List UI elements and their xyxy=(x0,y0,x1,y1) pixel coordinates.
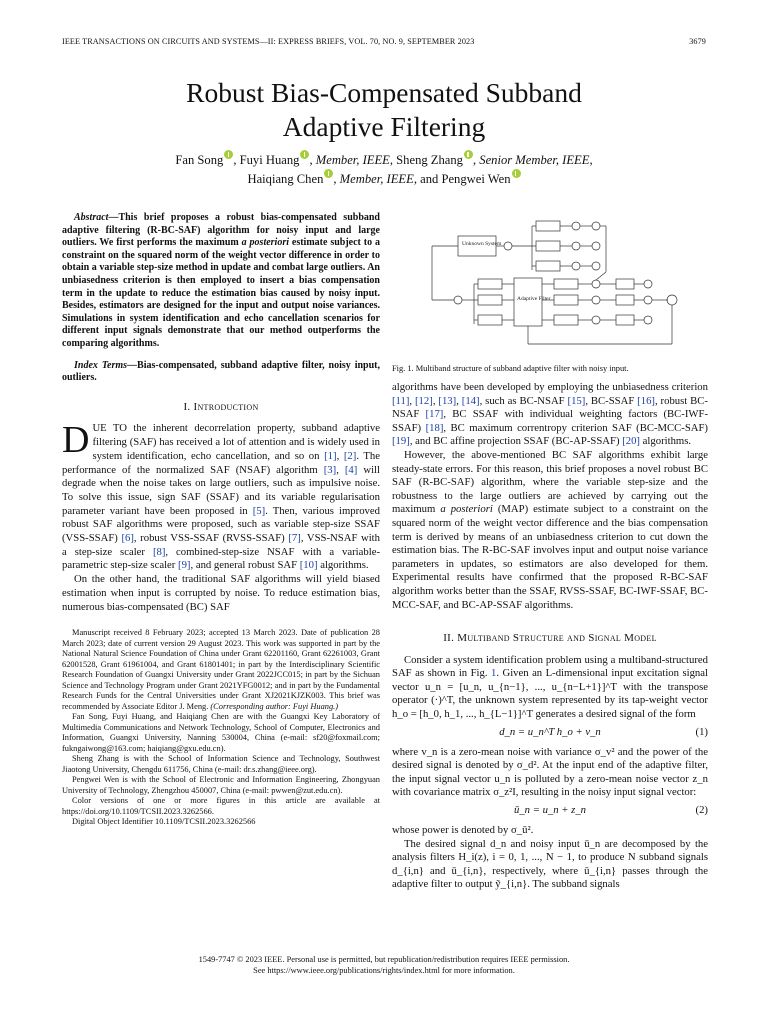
footnote-affiliation-1: Fan Song, Fuyi Huang, and Haiqiang Chen are with the Guangxi Key Laboratory of Multimedia Communications and Network Technology, School of Computer, Electronics and Information, Guangxi University, Nanning 530004, China (e-mail: sf20@foxmail.com; fukngaiwong@163.com; haiqiang@gxu.edu.cn). xyxy=(62,712,380,753)
orcid-icon[interactable] xyxy=(324,169,333,178)
equation-body: ū_n = u_n + z_n xyxy=(513,804,587,817)
text-run: algorithms. xyxy=(640,435,692,448)
text-run: , robust VSS-SSAF (RVSS-SSAF) xyxy=(133,532,289,545)
citation-link[interactable]: [11] xyxy=(392,394,410,407)
section-heading-multiband: II. Multiband Structure and Signal Model xyxy=(443,632,657,645)
author-name: Sheng Zhang xyxy=(396,153,463,167)
small-caps-lead: UE TO xyxy=(92,422,127,435)
citation-link[interactable]: [9] xyxy=(178,559,191,572)
emphasis: a posteriori xyxy=(440,503,493,516)
citation-link[interactable]: [4] xyxy=(344,463,358,476)
text-run: algorithms. xyxy=(317,559,369,572)
text-run: , such as BC-NSAF xyxy=(479,394,568,407)
title-line-1: Robust Bias-Compensated Subband xyxy=(186,77,582,108)
citation-link[interactable]: [3] xyxy=(323,463,337,476)
footnote-manuscript xyxy=(62,628,380,712)
text-run: However, the above-mentioned BC SAF algorithms exhibit large steady-state errors. For this reason, this brief proposes a novel robust BC SAF (R-BC-SAF) algorithm, where the variable step-size and the robustness to the large outliers are achieved by carrying out the maximum xyxy=(392,448,708,516)
paper-title xyxy=(0,76,768,144)
equation-number: (2) xyxy=(695,804,708,817)
author-role: Member, IEEE xyxy=(339,172,414,186)
footnote-doi: Digital Object Identifier 10.1109/TCSII.2023.3262566 xyxy=(72,817,256,827)
citation-link[interactable]: [5] xyxy=(252,504,266,517)
abstract-text-cont: estimate subject to a constraint on the squared norm of the weight vector difference in order to obtain a variable step-size method in update and combat large outliers. An unbiasedness criterion is then employed to insert a bias compensation term in the update to reduce the estimation bias caused by noisy input. Besides, estimators are designed for the input and output noise variances. Simulations in system identification and echo cancellation scenarios for different input signals demonstrate that our method outperforms the comparing algorithms. xyxy=(62,237,380,349)
intro-paragraph-2: On the other hand, the traditional SAF algorithms will yield biased estimation when input is corrupted by noise. To reduce estimation bias, numerous bias-compensated (BC) SAF xyxy=(62,573,380,613)
orcid-icon[interactable] xyxy=(224,150,233,159)
sum-node xyxy=(504,242,512,250)
text-run: will degrade when the noise takes on large outliers, such as impulsive noise. To solve this issue, sign SAF (SSAF) and its variable regularisation parameter variant have been proposed in xyxy=(62,463,380,517)
copyright-footer xyxy=(0,954,768,976)
citation-link[interactable]: [12] xyxy=(415,394,433,407)
text-run: , BC-SSAF xyxy=(585,394,638,407)
running-head xyxy=(62,37,706,49)
right-paragraph-3 xyxy=(392,654,708,722)
equation-2 xyxy=(392,804,708,820)
author-role: Member, IEEE xyxy=(315,153,390,167)
text-run: , BC maximum correntropy criterion SAF (BC-MCC-SAF) xyxy=(443,421,708,434)
citation-link[interactable]: [13] xyxy=(438,394,457,407)
right-paragraph-4: where v_n is a zero-mean noise with variance σ_v² and the power of the desired signal is denoted by σ_d². At the input end of the adaptive filter, the input signal vector u_n is polluted by a zero-mean noise vector z_n with covariance matrix σ_z²I, resulting in the noisy input signal vector: xyxy=(392,745,708,799)
figure-link[interactable]: 1 xyxy=(491,667,497,680)
citation-link[interactable]: [20] xyxy=(622,435,640,448)
index-terms-label: Index Terms xyxy=(74,359,128,371)
text-run: , BC SSAF with individual weighting factors (BC-IWF-SSAF) xyxy=(392,408,709,434)
footnote-affiliation-3: Pengwei Wen is with the School of Electronic and Information Engineering, Zhongyuan University of Technology, Zhengzhou 450007, China (e-mail: pwwen@zut.edu.cn). xyxy=(62,775,380,795)
orcid-icon[interactable] xyxy=(512,169,521,178)
equation-number: (1) xyxy=(695,725,708,738)
citation-link[interactable]: [19] xyxy=(392,435,410,448)
author-list xyxy=(60,150,708,188)
citation-link[interactable]: [18] xyxy=(425,421,444,434)
adaptive-filter-block xyxy=(514,278,542,326)
figure-1-diagram xyxy=(392,212,708,356)
page-number: 3679 xyxy=(689,37,706,46)
text-run: algorithms have been developed by employing the unbiasedness criterion xyxy=(392,381,708,393)
abstract-emphasis: a posteriori xyxy=(241,237,289,249)
copyright-line-2: See https://www.ieee.org/publications/rights/index.html for more information. xyxy=(253,966,515,975)
orcid-icon[interactable] xyxy=(300,150,309,159)
footnotes xyxy=(62,628,380,828)
citation-link[interactable]: [6] xyxy=(121,532,134,545)
title-line-2: Adaptive Filtering xyxy=(282,111,486,142)
author-name: Pengwei Wen xyxy=(441,172,511,186)
right-paragraph-2 xyxy=(392,449,708,612)
text-run: . Then, various improved robust SAF algorithms were proposed, such as variable step-size SSAF (VSS-SSAF) xyxy=(62,504,380,545)
citation-link[interactable]: [2] xyxy=(343,449,357,462)
author-conjunction: and xyxy=(420,172,439,186)
journal-header: IEEE TRANSACTIONS ON CIRCUITS AND SYSTEMS—II: EXPRESS BRIEFS, VOL. 70, NO. 9, SEPTEMBER 2023 xyxy=(62,37,475,46)
right-paragraph-5: whose power is denoted by σ_ū². xyxy=(392,824,534,837)
citation-link[interactable]: [16] xyxy=(637,394,655,407)
author-row-2: Haiqiang Chen , Member, IEEE, and Pengwei Wen xyxy=(60,169,708,188)
author-name: Haiqiang Chen xyxy=(247,172,324,186)
footnote-color-versions: Color versions of one or more figures in this article are available at https://doi.org/10.1109/TCSII.2023.3262566. xyxy=(62,796,380,816)
text-run: (MAP) estimate subject to a constraint on the squared norm of the weight vector difference and the bias compensation term is derived by means of an unbiasedness criterion to cut down the estimation bias. The R-BC-SAF involves input and output noise variance parameters in updates, so estimators are also developed for them. Experimental results have confirmed that the proposed R-BC-SAF algorithm works better than the SSAF, RVSS-SSAF, BC-IWF-SSAF, BC-MCC-SAF, and BC-AP-SSAF algorithms. xyxy=(392,503,708,611)
citation-link[interactable]: [1] xyxy=(324,449,337,462)
text-run: , and general robust SAF xyxy=(190,559,300,572)
text-run: , VSS-NSAF with a step-size scaler xyxy=(62,532,380,558)
text-run: , and BC affine projection SSAF (BC-AP-SSAF) xyxy=(409,435,623,448)
section-heading-introduction: I. Introduction xyxy=(183,400,259,413)
orcid-icon[interactable] xyxy=(464,150,473,159)
text-run: . The performance of the normalized SAF (NSAF) algorithm xyxy=(62,449,381,476)
right-paragraph-6: The desired signal d_n and noisy input ū_n are decomposed by the analysis filters H_i(z), i = 0, 1, ..., N − 1, to produce N subband signals d_{i,n} and ū_{i,n}, respectively, where ū_{i,n} passes through the adaptive filter to output ỹ_{i,n}. The subband signals xyxy=(392,837,708,891)
drop-cap: D xyxy=(62,419,90,462)
author-role: Senior Member, IEEE xyxy=(479,153,590,167)
equation-body: d_n = u_n^T h_o + v_n xyxy=(499,725,601,738)
citation-link[interactable]: [15] xyxy=(567,394,586,407)
abstract xyxy=(62,212,380,351)
corresponding-author: (Corresponding author: Fuyi Huang.) xyxy=(210,701,339,711)
author-name: Fuyi Huang xyxy=(239,153,300,167)
left-column xyxy=(62,212,380,828)
adaptive-filter-label: Adaptive Filter xyxy=(517,296,551,302)
block-diagram xyxy=(392,212,708,356)
citation-link[interactable]: [7] xyxy=(288,532,301,545)
text-run: , robust BC-NSAF xyxy=(392,394,708,421)
index-terms xyxy=(62,360,380,385)
citation-link[interactable]: [17] xyxy=(425,408,444,421)
index-terms-text: —Bias-compensated, subband adaptive filter, noisy input, outliers. xyxy=(62,359,380,384)
copyright-line-1: 1549-7747 © 2023 IEEE. Personal use is permitted, but republication/redistribution requires IEEE permission. xyxy=(198,955,570,964)
abstract-label: Abstract xyxy=(74,212,109,223)
citation-link[interactable]: [8] xyxy=(152,545,166,558)
footnote-affiliation-2: Sheng Zhang is with the School of Information Science and Technology, Southwest Jiaotong University, Chengdu 611756, China (e-mail: dr.s.zhang@ieee.org). xyxy=(62,754,380,774)
citation-link[interactable]: [10] xyxy=(299,559,318,572)
right-paragraph-1: algorithms have been developed by employing the unbiasedness criterion [11], [12], [13], [14], such as BC-NSAF [15], BC-SSAF [16], robust BC-NSAF [17], BC SSAF with individual weighting factors (BC-IWF-SSAF) [18], BC maximum correntropy criterion SAF (BC-MCC-SAF) [19], and BC affine projection SSAF (BC-AP-SSAF) [20] algorithms. xyxy=(392,381,709,448)
figure-1-caption: Fig. 1. Multiband structure of subband adaptive filter with noisy input. xyxy=(392,364,629,373)
text-run: the inherent decorrelation property, subband adaptive filtering (SAF) has received a lot of attention and is widely used in system identification, echo cancellation, and so on xyxy=(92,422,380,462)
right-column xyxy=(392,381,708,892)
abstract-text: —This brief proposes a robust bias-compensated subband adaptive filtering (R-BC-SAF) algorithm for noisy input and large outliers. We first performs the maximum xyxy=(62,212,380,249)
text-run: , combined-step-size NSAF with a variable-parametric step-size scaler xyxy=(62,545,381,572)
citation-link[interactable]: [14] xyxy=(461,394,480,407)
equation-1 xyxy=(392,726,708,742)
text-run: . Given an L-dimensional input excitation signal vector u_n = [u_n, u_{n−1}, ..., u_{n−L+1}]^T with the transpose operator (·)^T, the unknown system represented by its tap-weight vector h_o = [h_0, h_1, ..., h_{L−1}]^T generates a desired signal of the form xyxy=(392,667,708,721)
author-row-1: Fan Song , Fuyi Huang , Member, IEEE, Sheng Zhang , Senior Member, IEEE, xyxy=(60,150,708,169)
intro-paragraph-1: DUE TO the inherent decorrelation property, subband adaptive filtering (SAF) has received a lot of attention and is widely used in system identification, echo cancellation, and so on [1], [2]. The performance of the normalized SAF (NSAF) algorithm [3], [4] will degrade when the noise takes on large outliers, such as impulsive noise. To solve this issue, sign SAF (SSAF) and its variable regularisation parameter variant have been proposed in [5]. Then, various improved robust SAF algorithms were proposed, such as variable step-size SSAF (VSS-SSAF) [6], robust VSS-SSAF (RVSS-SSAF) [7], VSS-NSAF with a step-size scaler [8], combined-step-size NSAF with a variable-parametric step-size scaler [9], and general robust SAF [10] algorithms. xyxy=(62,419,381,572)
text-run: Manuscript received 8 February 2023; accepted 13 March 2023. Date of publication 28 March 2023; date of current version 29 August 2023. This work was supported in part by the National Natural Science Foundation of China under Grant 62201160, Grant 62261003, Grant 62001528, Grant 61961004, and Grant 61801401; in part by the Interdisciplinary Scientific Research Foundation of Guangxi University under Grant 2022JCC015; in part by the Sichuan Science and Technology Program under Grant 2021YFG0012; and in part by the Fundamental Research Funds for the Central Universities under Grant XJ2021KJZK003. This brief was recommended by Associate Editor J. Meng. xyxy=(62,628,380,711)
unknown-system-label: Unknown System xyxy=(462,241,502,247)
text-run: Consider a system identification problem using a multiband-structured SAF as shown in Fig. xyxy=(392,653,708,680)
author-name: Fan Song xyxy=(175,153,224,167)
